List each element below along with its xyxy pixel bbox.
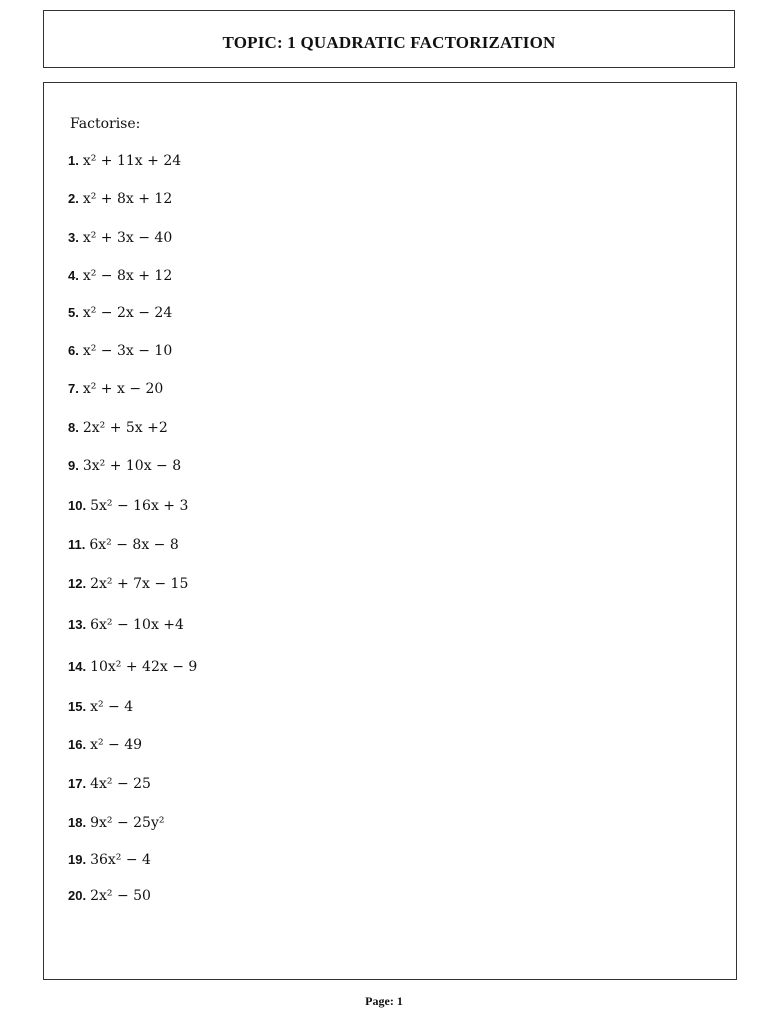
question-number: 10.: [68, 498, 87, 513]
question-7: [68, 380, 163, 398]
question-number: 17.: [68, 776, 87, 791]
question-17: [68, 775, 151, 793]
question-expression: 5x² − 16x + 3: [90, 498, 189, 514]
question-expression: x² + x − 20: [82, 381, 164, 397]
question-expression: x² + 8x + 12: [82, 191, 173, 207]
question-expression: x² − 3x − 10: [82, 343, 173, 359]
question-expression: x² − 8x + 12: [82, 268, 173, 284]
question-expression: 2x² + 7x − 15: [90, 576, 189, 592]
question-18: [68, 814, 164, 832]
title-box: [43, 10, 735, 68]
question-6: [68, 342, 172, 360]
question-8: [68, 419, 168, 437]
question-4: [68, 267, 172, 285]
question-14: [68, 658, 197, 676]
question-expression: x² + 11x + 24: [82, 153, 182, 169]
question-number: 13.: [68, 617, 87, 632]
question-16: [68, 736, 142, 754]
question-number: 20.: [68, 888, 87, 903]
question-number: 19.: [68, 852, 87, 867]
worksheet-box: [43, 82, 737, 980]
question-2: [68, 190, 172, 208]
question-expression: 6x² − 8x − 8: [89, 537, 179, 553]
page-title: TOPIC: 1 QUADRATIC FACTORIZATION: [222, 33, 556, 52]
question-15: [68, 698, 133, 716]
question-number: 14.: [68, 659, 87, 674]
question-expression: 4x² − 25: [90, 776, 151, 792]
question-expression: 9x² − 25y²: [90, 815, 165, 831]
question-expression: 10x² + 42x − 9: [90, 659, 198, 675]
question-number: 16.: [68, 737, 87, 752]
question-number: 3.: [68, 230, 79, 245]
question-19: [68, 851, 151, 869]
question-20: [68, 887, 151, 905]
question-expression: x² − 4: [90, 699, 134, 715]
question-expression: x² − 2x − 24: [82, 305, 173, 321]
question-number: 5.: [68, 305, 79, 320]
question-13: [68, 616, 184, 634]
question-expression: 2x² − 50: [90, 888, 151, 904]
question-1: [68, 152, 181, 170]
question-expression: 3x² + 10x − 8: [82, 458, 182, 474]
question-number: 6.: [68, 343, 79, 358]
question-expression: 6x² − 10x +4: [90, 617, 184, 633]
question-expression: 36x² − 4: [90, 852, 151, 868]
question-number: 15.: [68, 699, 87, 714]
question-number: 18.: [68, 815, 87, 830]
question-number: 7.: [68, 381, 79, 396]
question-expression: x² + 3x − 40: [82, 230, 173, 246]
question-3: [68, 229, 172, 247]
instruction-text: Factorise:: [70, 116, 141, 132]
page-number: Page: 1: [365, 994, 403, 1008]
question-number: 4.: [68, 268, 79, 283]
question-11: [68, 536, 179, 554]
question-expression: x² − 49: [90, 737, 143, 753]
question-9: [68, 457, 181, 475]
question-5: [68, 304, 172, 322]
question-number: 1.: [68, 153, 79, 168]
question-number: 8.: [68, 420, 79, 435]
question-number: 9.: [68, 458, 79, 473]
question-12: [68, 575, 188, 593]
question-expression: 2x² + 5x +2: [82, 420, 168, 436]
question-number: 11.: [68, 537, 86, 552]
question-number: 2.: [68, 191, 79, 206]
question-10: [68, 497, 188, 515]
question-number: 12.: [68, 576, 87, 591]
